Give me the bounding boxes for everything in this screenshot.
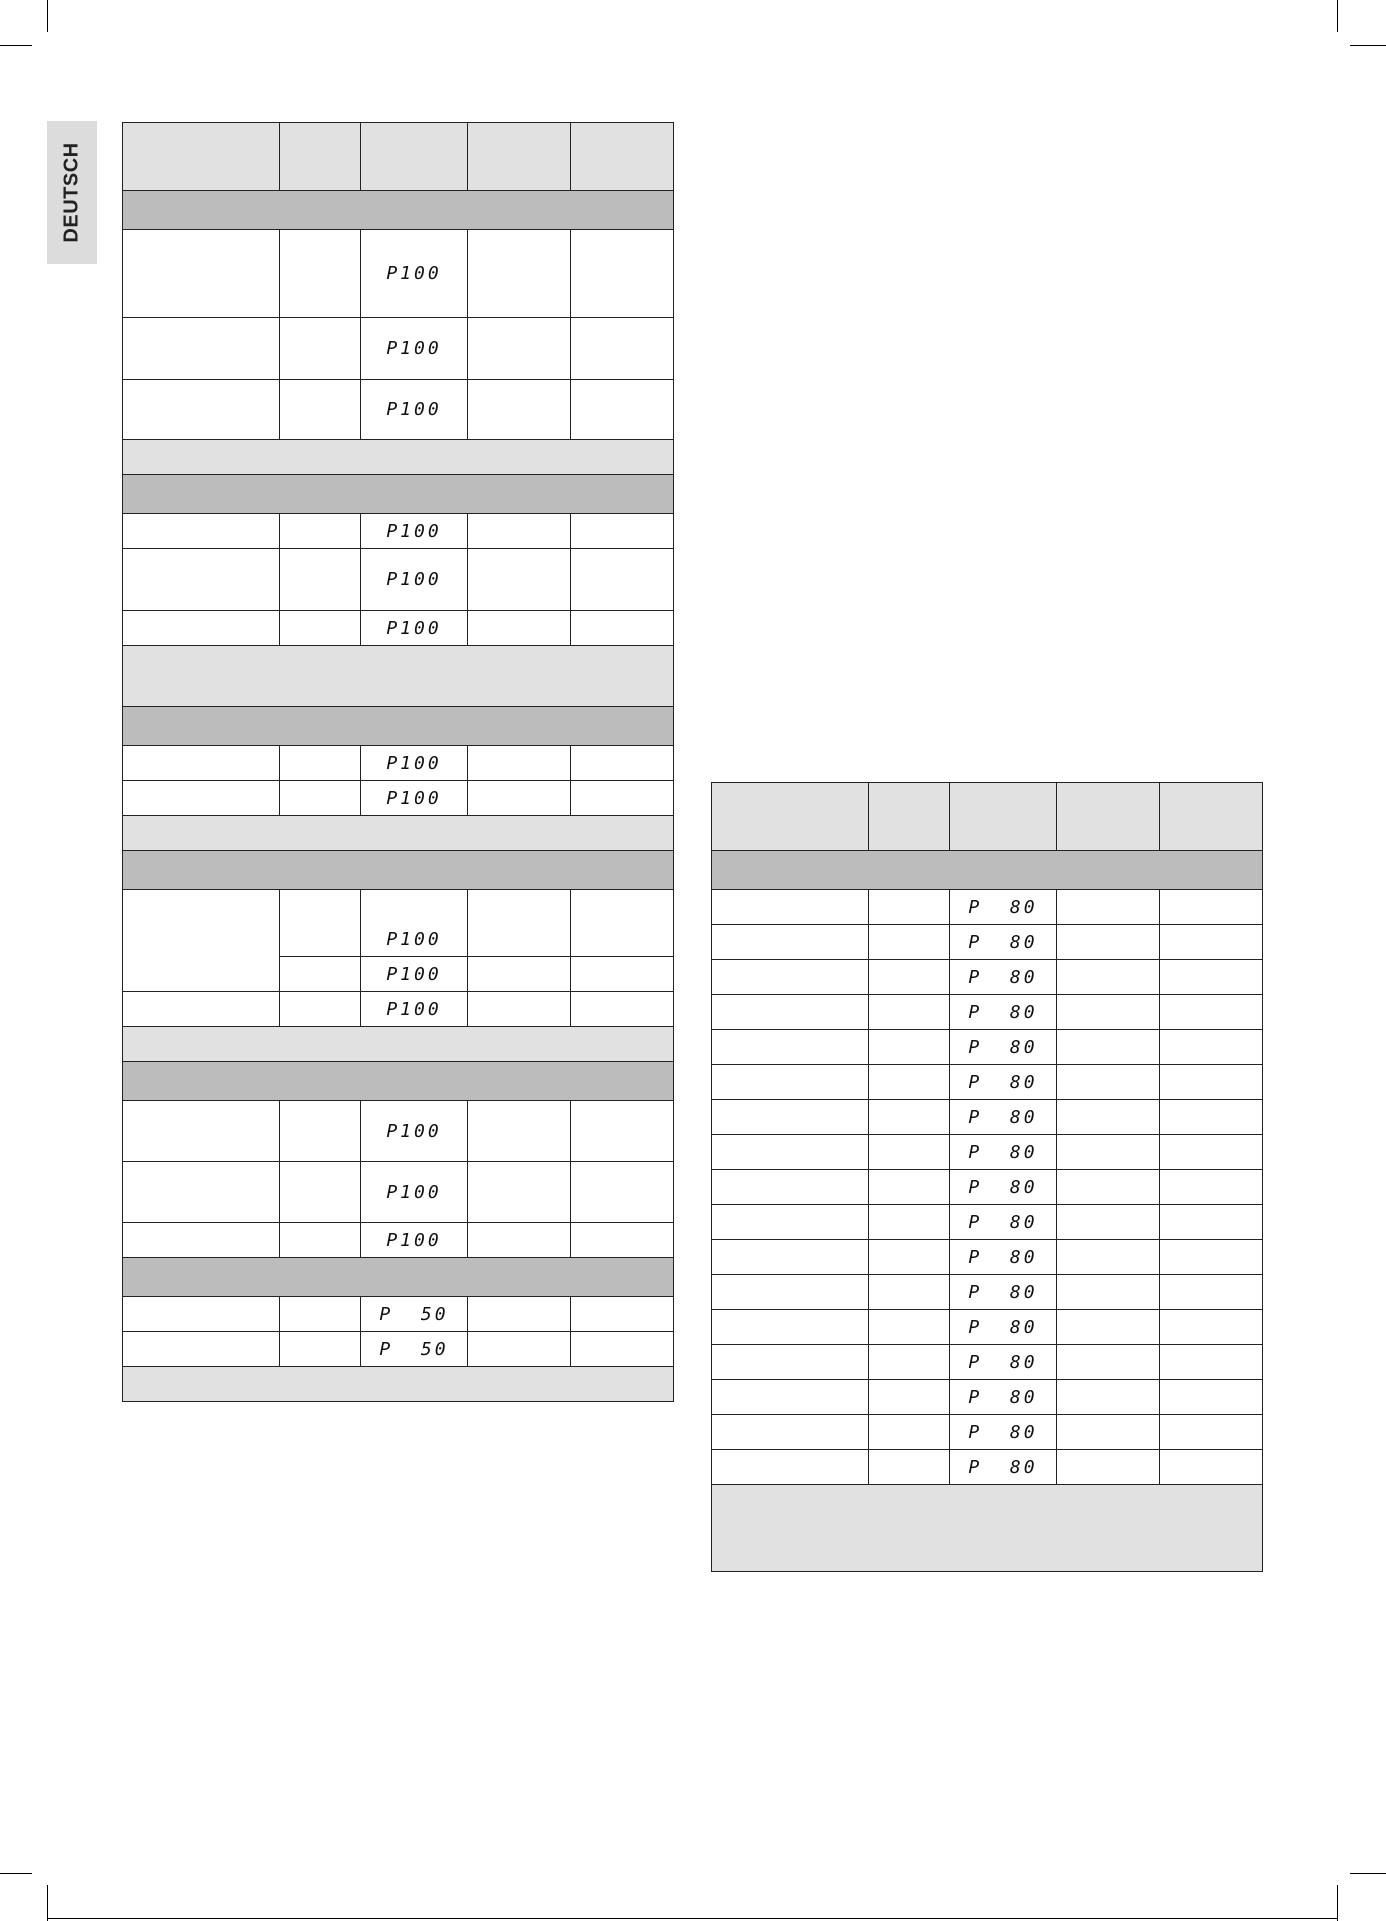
power-display: P100: [386, 520, 442, 542]
crop-mark-top-left-v: [47, 0, 48, 32]
header-cell: [361, 123, 468, 191]
power-level: [950, 1170, 1057, 1205]
power-level: [361, 992, 468, 1027]
power-level: [950, 1135, 1057, 1170]
header-cell: [1057, 783, 1160, 851]
table-row: [712, 1100, 1263, 1135]
section-band: [123, 1258, 674, 1297]
power-display: P100: [386, 929, 442, 950]
power-level: [361, 549, 468, 611]
power-display: P 80: [968, 896, 1038, 918]
note-band: [123, 1367, 674, 1402]
power-level: [950, 1065, 1057, 1100]
power-level: [950, 1380, 1057, 1415]
power-display: P 50: [379, 1338, 449, 1360]
crop-mark-bottom-left-v: [47, 1885, 48, 1921]
power-display: P 80: [968, 1106, 1038, 1128]
section-band: [712, 851, 1263, 890]
power-level: [361, 318, 468, 380]
power-display: P100: [386, 752, 442, 774]
crop-mark-bottom-right-h: [1350, 1873, 1386, 1874]
power-display: P 80: [968, 931, 1038, 953]
crop-mark-top-right-v: [1337, 0, 1338, 32]
table-header-row: [712, 783, 1263, 851]
table-row: [123, 318, 674, 380]
power-level: [950, 925, 1057, 960]
power-display: P100: [386, 998, 442, 1020]
table-row: [712, 1275, 1263, 1310]
table-row: [123, 1101, 674, 1162]
power-display: P 80: [968, 966, 1038, 988]
power-level: [950, 1030, 1057, 1065]
table-row: [712, 925, 1263, 960]
table-row: [123, 1297, 674, 1332]
note-band: [123, 440, 674, 475]
power-display: P 80: [968, 1316, 1038, 1338]
power-display: P 80: [968, 1421, 1038, 1443]
table-row: [712, 890, 1263, 925]
crop-mark-top-right-h: [1350, 45, 1386, 46]
language-label: DEUTSCH: [60, 142, 83, 243]
table-row: [712, 1240, 1263, 1275]
power-display: P 80: [968, 1141, 1038, 1163]
header-cell: [712, 783, 869, 851]
power-level: [361, 380, 468, 440]
power-level: [950, 1100, 1057, 1135]
power-display: P 80: [968, 1001, 1038, 1023]
table-row: [712, 1450, 1263, 1485]
table-row: [712, 1065, 1263, 1100]
power-display: P100: [386, 617, 442, 639]
power-level: [361, 230, 468, 318]
section-band: [123, 191, 674, 230]
section-band: [123, 707, 674, 746]
power-level: [361, 1101, 468, 1162]
power-level: [950, 960, 1057, 995]
power-display: P100: [386, 963, 442, 985]
header-cell: [1160, 783, 1263, 851]
section-band: [123, 851, 674, 890]
table-row: [712, 1415, 1263, 1450]
power-display: P 50: [379, 1303, 449, 1325]
crop-mark-bottom-left-h: [0, 1873, 32, 1874]
power-level: [950, 995, 1057, 1030]
power-display: P 80: [968, 1281, 1038, 1303]
table-row: [712, 1345, 1263, 1380]
crop-mark-bottom-rule: [47, 1918, 1337, 1919]
header-cell: [123, 123, 280, 191]
power-display: P 80: [968, 1246, 1038, 1268]
header-cell: [869, 783, 950, 851]
language-tab: [47, 121, 97, 264]
power-level: [950, 890, 1057, 925]
table-row: [123, 1162, 674, 1223]
table-row: [712, 1030, 1263, 1065]
power-level: [361, 611, 468, 646]
power-level: [361, 514, 468, 549]
note-band: [712, 1485, 1263, 1572]
table-row: [123, 611, 674, 646]
table-row: [123, 992, 674, 1027]
power-level: [950, 1205, 1057, 1240]
table-row: [712, 995, 1263, 1030]
table-row: [123, 549, 674, 611]
power-display: P100: [386, 263, 442, 284]
table-row: [123, 746, 674, 781]
table-row: [712, 1135, 1263, 1170]
power-display: P100: [386, 1120, 442, 1142]
power-level: [361, 1223, 468, 1258]
header-cell: [950, 783, 1057, 851]
section-band: [123, 475, 674, 514]
power-level: [950, 1415, 1057, 1450]
header-cell: [468, 123, 571, 191]
power-level: [361, 1297, 468, 1332]
power-level: [361, 1332, 468, 1367]
table-row: [712, 1205, 1263, 1240]
table-row: [712, 1170, 1263, 1205]
table-row: [712, 960, 1263, 995]
power-display: P 80: [968, 1211, 1038, 1233]
power-level: [361, 746, 468, 781]
left-cooking-table: [122, 122, 674, 1402]
table-row: [123, 890, 674, 957]
power-display: P 80: [968, 1071, 1038, 1093]
power-level: [950, 1275, 1057, 1310]
power-display: P 80: [968, 1386, 1038, 1408]
power-level: [950, 1240, 1057, 1275]
table-row: [123, 1332, 674, 1367]
section-band: [123, 1062, 674, 1101]
power-display: P 80: [968, 1036, 1038, 1058]
power-level: [361, 1162, 468, 1223]
table-row: [712, 1310, 1263, 1345]
power-level: [361, 957, 468, 992]
power-display: P100: [386, 399, 442, 420]
power-display: P 80: [968, 1176, 1038, 1198]
table-row: [123, 781, 674, 816]
merged-cell: [123, 890, 280, 992]
power-level: [361, 781, 468, 816]
power-display: P 80: [968, 1456, 1038, 1478]
table-row: [123, 514, 674, 549]
table-header-row: [123, 123, 674, 191]
table-row: [123, 1223, 674, 1258]
header-cell: [280, 123, 361, 191]
right-cooking-table: [711, 782, 1263, 1572]
crop-mark-top-left-h: [0, 45, 32, 46]
table-row: [123, 230, 674, 318]
power-display: P100: [386, 1229, 442, 1251]
power-display: P100: [386, 569, 442, 590]
table-row: [123, 380, 674, 440]
power-display: P 80: [968, 1351, 1038, 1373]
header-cell: [571, 123, 674, 191]
crop-mark-bottom-right-v: [1337, 1885, 1338, 1921]
table-row: [712, 1380, 1263, 1415]
note-band: [123, 1027, 674, 1062]
power-display: P100: [386, 1181, 442, 1203]
note-band: [123, 646, 674, 707]
power-level: [950, 1345, 1057, 1380]
power-display: P100: [386, 338, 442, 359]
note-band: [123, 816, 674, 851]
power-level: [950, 1310, 1057, 1345]
power-level: [950, 1450, 1057, 1485]
power-display: P100: [386, 787, 442, 809]
power-level: [361, 890, 468, 957]
